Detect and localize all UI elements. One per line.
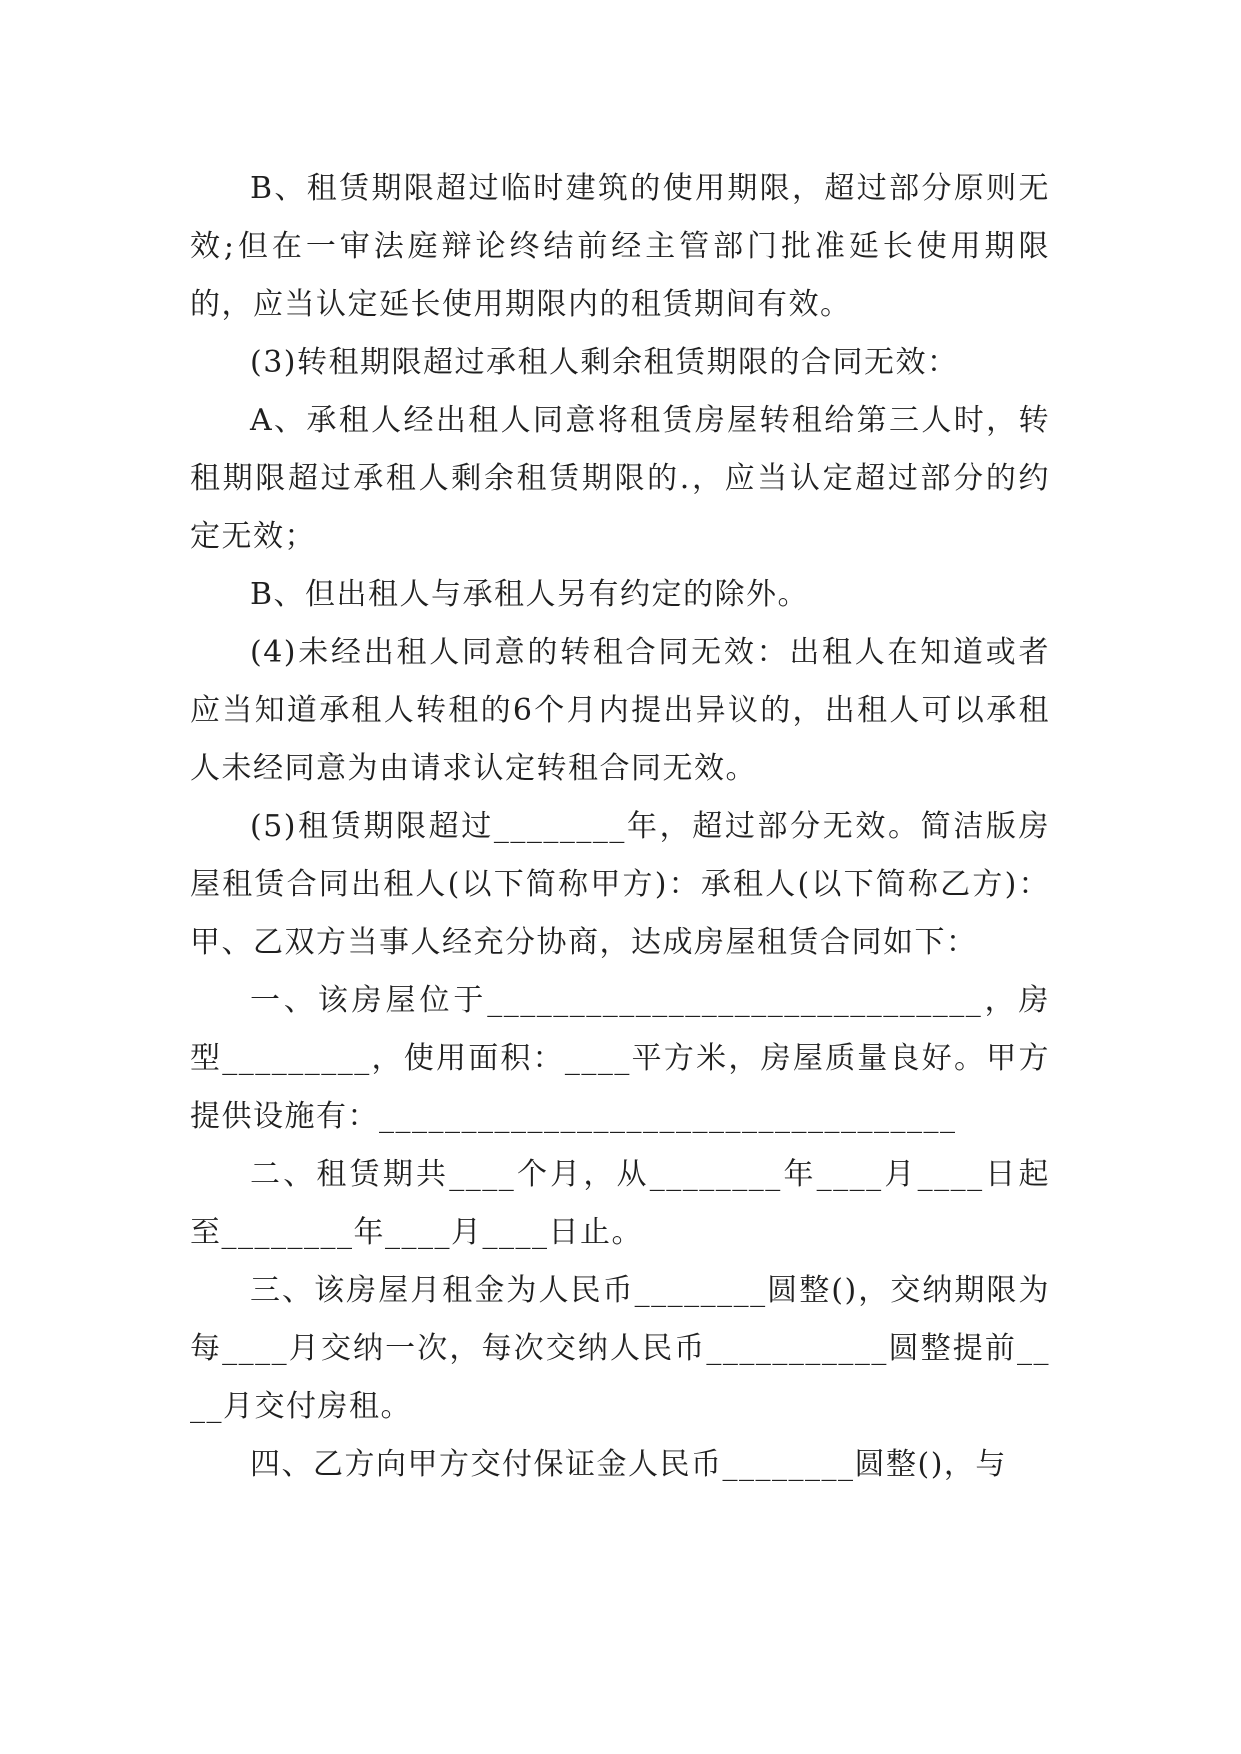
paragraph-clause-one-property: 一、该房屋位于______________________________，房型_________，使用面积：____平方米，房屋质量良好。甲方提供设施有：___________________________________ [190, 983, 1050, 1134]
paragraph-other-agreement: B、但出租人与承租人另有约定的除外。 [250, 577, 810, 612]
paragraph-unauthorized-sublease: (4)未经出租人同意的转租合同无效：出租人在知道或者应当知道承租人转租的6个月内提出异议的，出租人可以承租人未经同意为由请求认定转租合同无效。 [190, 635, 1050, 786]
document-body [190, 160, 1050, 1494]
paragraph-lease-limit-and-contract-intro: (5)租赁期限超过________年，超过部分无效。简洁版房屋租赁合同出租人(以下简称甲方)：承租人(以下简称乙方)：甲、乙双方当事人经充分协商，达成房屋租赁合同如下： [190, 809, 1050, 960]
paragraph-clause-two-term: 二、租赁期共____个月，从________年____月____日起至________年____月____日止。 [190, 1157, 1050, 1250]
paragraph-clause-three-rent: 三、该房屋月租金为人民币________圆整()，交纳期限为每____月交纳一次，每次交纳人民币___________圆整提前____月交付房租。 [190, 1273, 1050, 1424]
paragraph-temporary-building-term: B、租赁期限超过临时建筑的使用期限，超过部分原则无效;但在一审法庭辩论终结前经主管部门批准延长使用期限的，应当认定延长使用期限内的租赁期间有效。 [190, 171, 1050, 322]
paragraph-sublease-consent: A、承租人经出租人同意将租赁房屋转租给第三人时，转租期限超过承租人剩余租赁期限的.，应当认定超过部分的约定无效； [190, 403, 1050, 554]
paragraph-sublease-term-heading: (3)转租期限超过承租人剩余租赁期限的合同无效： [250, 345, 959, 380]
paragraph-clause-four-deposit: 四、乙方向甲方交付保证金人民币________圆整()，与 [250, 1447, 1007, 1482]
